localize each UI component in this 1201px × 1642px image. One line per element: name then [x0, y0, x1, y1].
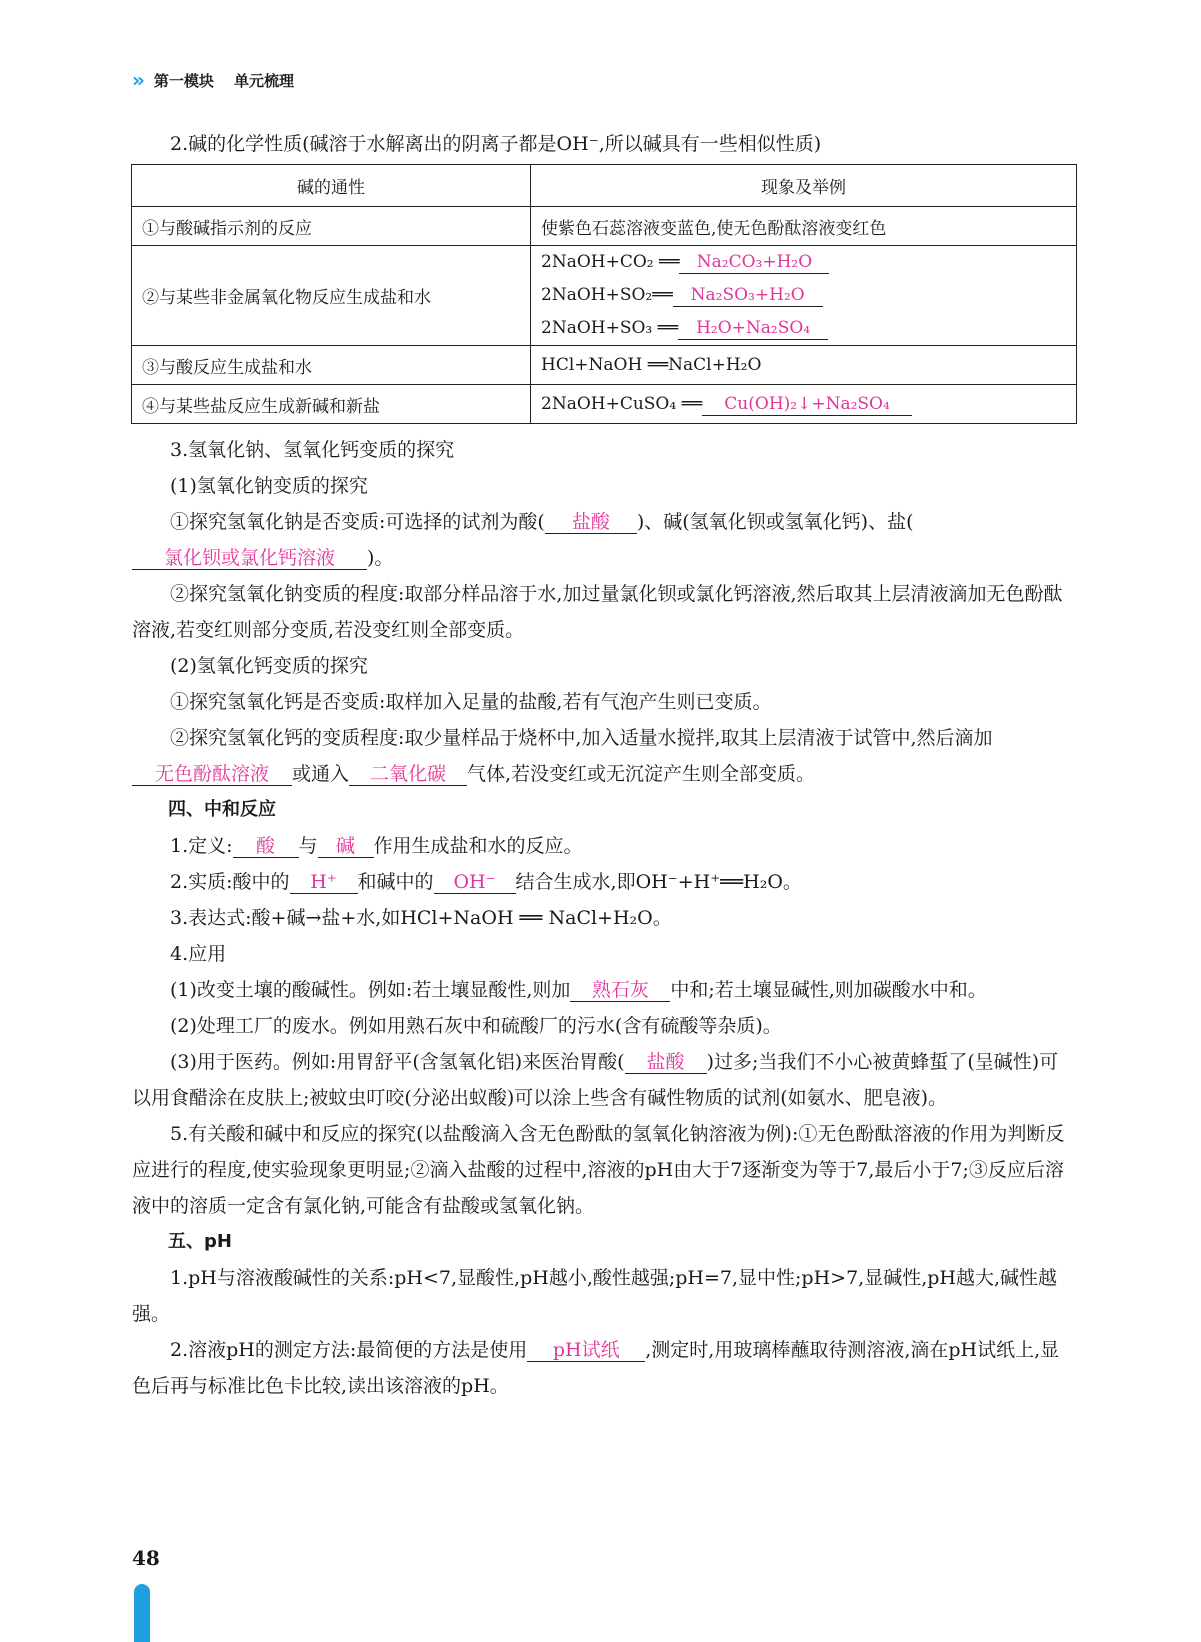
table-header-cell: 碱的通性 [132, 165, 531, 207]
answer-blank: Cu(OH)₂↓+Na₂SO₄ [702, 393, 912, 416]
table-row [132, 246, 1077, 346]
property-cell: ①与酸碱指示剂的反应 [132, 207, 531, 246]
answer-blank: pH试纸 [527, 1339, 645, 1362]
formula-line: 2NaOH+CO₂ ══ Na₂CO₃+H₂O [541, 246, 1066, 279]
answer-blank: Na₂CO₃+H₂O [679, 251, 829, 274]
table-row [132, 346, 1077, 385]
answer-blank: 氯化钡或氯化钙溶液 [132, 547, 367, 570]
answer-blank: H⁺ [290, 871, 358, 894]
header-section: 第一模块 [153, 71, 214, 90]
answer-blank: Na₂SO₃+H₂O [673, 284, 823, 307]
answer-blank: 碱 [318, 835, 374, 858]
double-chevron-icon: » [132, 68, 140, 92]
base-properties-table [131, 164, 1077, 424]
page-content [132, 126, 1077, 1404]
section-3-title: 3.氢氧化钠、氢氧化钙变质的探究 [170, 439, 455, 461]
paragraph: (3)用于医药。例如:用胃舒平(含氢氧化铝)来医治胃酸( 盐酸 )过多;当我们不小心被黄蜂蜇了(呈碱性)可以用食醋涂在皮肤上;被蚊虫叮咬(分泌出蚁酸)可以涂上些含有碱性物质的试剂(如氨水、肥皂液)。 [132, 1051, 1059, 1109]
example-cell: HCl+NaOH ══NaCl+H₂O [531, 346, 1077, 385]
table-row [132, 385, 1077, 424]
paragraph: ②探究氢氧化钙的变质程度:取少量样品于烧杯中,加入适量水搅拌,取其上层清液于试管中,然后滴加无色酚酞溶液 或通入 二氧化碳 气体,若没变红或无沉淀产生则全部变质。 [132, 720, 1077, 792]
header-title: 单元梳理 [233, 71, 294, 90]
paragraph: (2)处理工厂的废水。例如用熟石灰中和硫酸厂的污水(含有硫酸等杂质)。 [170, 1015, 782, 1037]
paragraph: ②探究氢氧化钠变质的程度:取部分样品溶于水,加过量氯化钡或氯化钙溶液,然后取其上层清液滴加无色酚酞溶液,若变红则部分变质,若没变红则全部变质。 [132, 583, 1063, 641]
answer-blank: 盐酸 [545, 511, 637, 534]
table-row [132, 207, 1077, 246]
formula-line: 2NaOH+SO₂══ Na₂SO₃+H₂O [541, 279, 1066, 312]
base-properties-title: 2.碱的化学性质(碱溶于水解离出的阴离子都是OH⁻,所以碱具有一些相似性质) [170, 133, 822, 155]
table-header-cell: 现象及举例 [531, 165, 1077, 207]
page-edge-bar [134, 1584, 150, 1642]
property-cell: ②与某些非金属氧化物反应生成盐和水 [132, 246, 531, 346]
example-cell [531, 246, 1077, 346]
paragraph: 2.实质:酸中的 H⁺ 和碱中的 OH⁻ 结合生成水,即OH⁻+H⁺══H₂O。 [170, 871, 802, 893]
page-header [132, 68, 314, 92]
subsection-title: (2)氢氧化钙变质的探究 [170, 655, 368, 677]
paragraph: 1.定义: 酸 与 碱 作用生成盐和水的反应。 [170, 835, 583, 857]
table-header-row [132, 165, 1077, 207]
subsection-title: (1)氢氧化钠变质的探究 [170, 475, 368, 497]
paragraph: 5.有关酸和碱中和反应的探究(以盐酸滴入含无色酚酞的氢氧化钠溶液为例):①无色酚酞溶液的作用为判断反应进行的程度,使实验现象更明显;②滴入盐酸的过程中,溶液的pH由大于7逐渐变为等于7,最后小于7;③反应后溶液中的溶质一定含有氯化钠,可能含有盐酸或氢氧化钠。 [132, 1123, 1065, 1217]
example-cell: 使紫色石蕊溶液变蓝色,使无色酚酞溶液变红色 [531, 207, 1077, 246]
answer-blank: OH⁻ [434, 871, 516, 894]
paragraph: ①探究氢氧化钙是否变质:取样加入足量的盐酸,若有气泡产生则已变质。 [170, 691, 772, 713]
section-4-title: 四、中和反应 [168, 799, 276, 820]
answer-blank: 熟石灰 [570, 979, 670, 1002]
subsection-title: 4.应用 [170, 943, 227, 965]
paragraph: ①探究氢氧化钠是否变质:可选择的试剂为酸( 盐酸 )、碱(氢氧化钡或氢氧化钙)、盐(氯化钡或氯化钙溶液 )。 [132, 504, 1077, 576]
paragraph: 2.溶液pH的测定方法:最简便的方法是使用 pH试纸 ,测定时,用玻璃棒蘸取待测溶液,滴在pH试纸上,显色后再与标准比色卡比较,读出该溶液的pH。 [132, 1339, 1060, 1397]
example-cell: 2NaOH+CuSO₄ ══ Cu(OH)₂↓+Na₂SO₄ [531, 385, 1077, 424]
answer-blank: H₂O+Na₂SO₄ [678, 317, 828, 340]
answer-blank: 二氧化碳 [349, 763, 467, 786]
property-cell: ③与酸反应生成盐和水 [132, 346, 531, 385]
property-cell: ④与某些盐反应生成新碱和新盐 [132, 385, 531, 424]
page-number: 48 [132, 1546, 160, 1570]
answer-blank: 盐酸 [625, 1051, 707, 1074]
paragraph: 1.pH与溶液酸碱性的关系:pH<7,显酸性,pH越小,酸性越强;pH=7,显中性;pH>7,显碱性,pH越大,碱性越强。 [132, 1267, 1058, 1325]
formula-line: 2NaOH+SO₃ ══ H₂O+Na₂SO₄ [541, 312, 1066, 345]
answer-blank: 无色酚酞溶液 [132, 763, 292, 786]
paragraph: (1)改变土壤的酸碱性。例如:若土壤显酸性,则加 熟石灰 中和;若土壤显碱性,则加碳酸水中和。 [170, 979, 987, 1001]
paragraph: 3.表达式:酸+碱→盐+水,如HCl+NaOH ══ NaCl+H₂O。 [170, 907, 672, 929]
answer-blank: 酸 [233, 835, 299, 858]
section-5-title: 五、pH [168, 1231, 232, 1252]
